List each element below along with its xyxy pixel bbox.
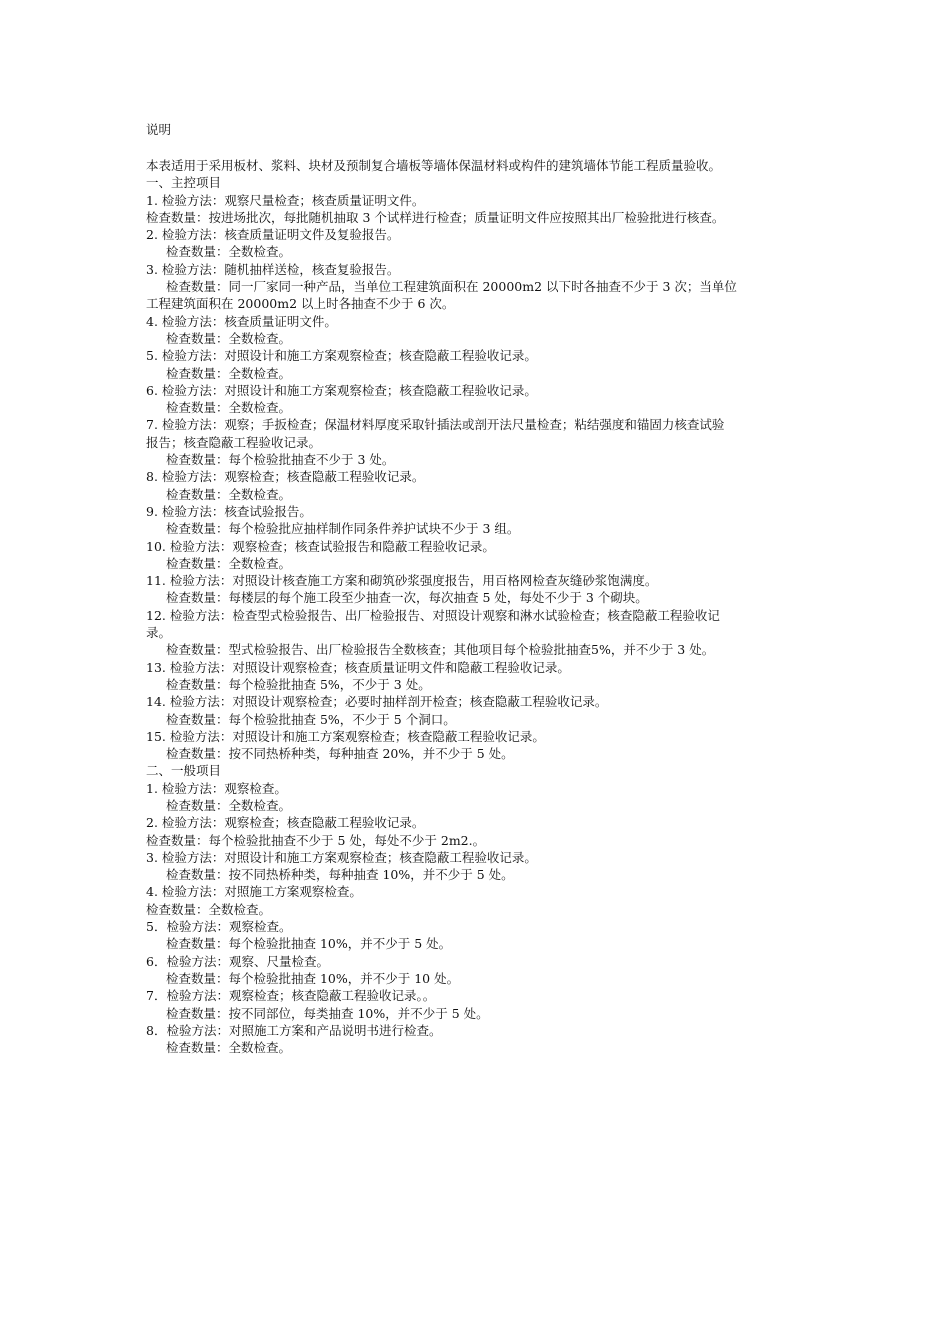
text-line: 检查数量：全数检查。 [166,1040,292,1056]
text-line: 检查数量：每个检验批应抽样制作同条件养护试块不少于 3 组。 [166,521,520,537]
text-line: 5. 检验方法：对照设计和施工方案观察检查；核查隐蔽工程验收记录。 [146,348,537,364]
text-line: 报告；核查隐蔽工程验收记录。 [146,434,322,450]
text-line: 7．检验方法：观察检查；核查隐蔽工程验收记录。。 [146,988,436,1004]
text-line: 检查数量：同一厂家同一种产品，当单位工程建筑面积在 20000m2 以下时各抽查不少于 3 次；当单位 [166,279,737,295]
text-line: 检查数量：全数检查。 [166,365,292,381]
text-line: 检查数量：每个检验批抽查不少于 3 处。 [166,452,395,468]
document-title: 说明 [146,122,172,137]
text-line: 2. 检验方法：观察检查；核查隐蔽工程验收记录。 [146,815,425,831]
text-line: 12. 检验方法：检查型式检验报告、出厂检验报告、对照设计观察和淋水试验检查；核查隐蔽工程验收记 [146,607,720,623]
text-line: 检查数量：按不同热桥种类，每种抽查 10%，并不少于 5 处。 [166,867,514,883]
text-line: 1. 检验方法：观察检查。 [146,780,287,796]
text-line: 2. 检验方法：核查质量证明文件及复验报告。 [146,227,400,243]
text-line: 3. 检验方法：对照设计和施工方案观察检查；核查隐蔽工程验收记录。 [146,849,537,865]
text-line: 本表适用于采用板材、浆料、块材及预制复合墙板等墙体保温材料或构件的建筑墙体节能工程质量验收。 [146,158,722,173]
text-line: 4. 检验方法：核查质量证明文件。 [146,313,337,329]
text-line: 检查数量：全数检查。 [166,486,292,502]
text-line: 7. 检验方法：观察；手扳检查；保温材料厚度采取针插法或剖开法尺量检查；粘结强度和锚固力核查试验 [146,417,725,433]
text-line: 10. 检验方法：观察检查；核查试验报告和隐蔽工程验收记录。 [146,538,495,554]
text-line: 6. 检验方法：对照设计和施工方案观察检查；核查隐蔽工程验收记录。 [146,382,537,398]
text-line: 检查数量：每个检验批抽查 5%，不少于 5 个洞口。 [166,711,456,727]
text-line: 检查数量：全数检查。 [146,901,272,917]
text-line: 9. 检验方法：核查试验报告。 [146,503,312,519]
text-line: 8．检验方法：对照施工方案和产品说明书进行检查。 [146,1022,442,1038]
text-line: 检查数量：每个检验批抽查 5%，不少于 3 处。 [166,676,431,692]
text-line: 8. 检验方法：观察检查；核查隐蔽工程验收记录。 [146,469,425,485]
text-line: 检查数量：型式检验报告、出厂检验报告全数核查；其他项目每个检验批抽查5%，并不少于 3 处。 [166,642,715,658]
text-line: 14. 检验方法：对照设计观察检查；必要时抽样剖开检查；核查隐蔽工程验收记录。 [146,694,608,710]
text-line: 检查数量：按不同热桥种类，每种抽查 20%，并不少于 5 处。 [166,746,514,762]
text-line: 5．检验方法：观察检查。 [146,919,292,935]
text-line: 15. 检验方法：对照设计和施工方案观察检查；核查隐蔽工程验收记录。 [146,728,545,744]
text-line: 检查数量：每楼层的每个施工段至少抽查一次，每次抽查 5 处，每处不少于 3 个砌块。 [166,590,648,606]
text-line: 检查数量：全数检查。 [166,797,292,813]
text-line: 1. 检验方法：观察尺量检查；核查质量证明文件。 [146,192,425,208]
text-line: 检查数量：全数检查。 [166,555,292,571]
text-line: 一、主控项目 [146,175,222,191]
text-line: 3. 检验方法：随机抽样送检，核查复验报告。 [146,261,400,277]
text-line: 4. 检验方法：对照施工方案观察检查。 [146,884,362,900]
text-line: 检查数量：按不同部位，每类抽查 10%，并不少于 5 处。 [166,1005,489,1021]
text-line: 检查数量：每个检验批抽查不少于 5 处，每处不少于 2m2.。 [146,832,486,848]
text-line: 工程建筑面积在 20000m2 以上时各抽查不少于 6 次。 [146,296,455,312]
text-line: 检查数量：每个检验批抽查 10%，并不少于 5 处。 [166,936,452,952]
text-line: 检查数量：全数检查。 [166,244,292,260]
text-line: 检查数量：全数检查。 [166,330,292,346]
text-line: 检查数量：按进场批次，每批随机抽取 3 个试样进行检查；质量证明文件应按照其出厂检验批进行核查。 [146,209,725,225]
text-line: 录。 [146,625,172,641]
text-line: 检查数量：每个检验批抽查 10%，并不少于 10 处。 [166,970,460,986]
text-line: 11. 检验方法：对照设计核查施工方案和砌筑砂浆强度报告，用百格网检查灰缝砂浆饱满度。 [146,573,658,589]
document-body [146,157,810,1056]
text-line: 检查数量：全数检查。 [166,400,292,416]
text-line: 13. 检验方法：对照设计观察检查；核查质量证明文件和隐蔽工程验收记录。 [146,659,570,675]
text-line: 二、一般项目 [146,763,222,779]
text-line: 6．检验方法：观察、尺量检查。 [146,953,329,969]
